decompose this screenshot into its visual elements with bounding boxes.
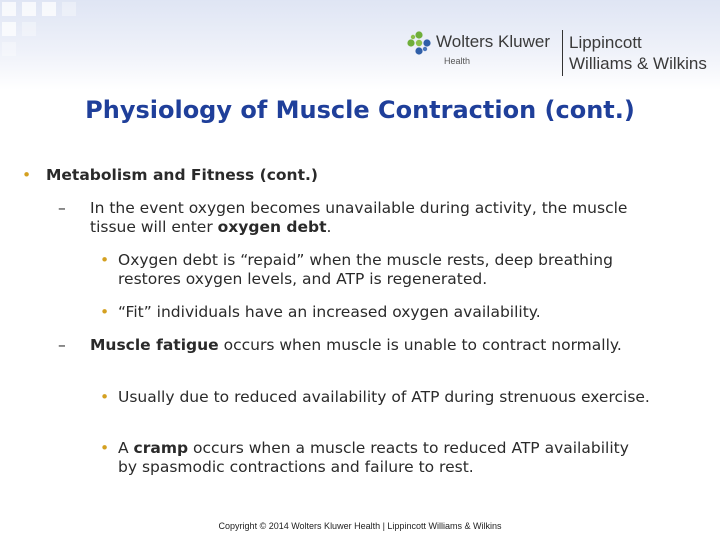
logo-publisher-line2: Williams & Wilkins [569, 54, 707, 73]
list-item-oxygen-debt [90, 199, 670, 237]
list-item-muscle-fatigue [90, 336, 635, 355]
bullet-dot-icon: • [100, 388, 110, 406]
item1-text: In the event oxygen becomes unavailable during activity, the muscle tissue will enter [90, 199, 628, 236]
bullet-dot-icon: • [100, 439, 110, 457]
sub2b-pre: A [118, 439, 134, 457]
sub-item-cramp [118, 439, 648, 477]
slide-title: Physiology of Muscle Contraction (cont.) [85, 96, 635, 124]
muscle-fatigue-term: Muscle fatigue [90, 336, 219, 354]
sub-item-reduced-atp: Usually due to reduced availability of ATP during strenuous exercise. [118, 388, 650, 406]
item1-end: . [326, 218, 332, 236]
cramp-term: cramp [133, 439, 189, 457]
dash-icon: – [58, 199, 66, 217]
sub-item-oxygen-repaid: Oxygen debt is “repaid” when the muscle rests, deep breathing restores oxygen levels, and ATP is regenerated. [118, 251, 613, 288]
oxygen-debt-term: oxygen debt [217, 218, 327, 236]
item2-text: occurs when muscle is unable to contract normally. [218, 336, 622, 354]
logo-division: Health [444, 56, 471, 66]
dash-icon: – [58, 336, 66, 354]
sub2b-text: occurs when a muscle reacts to reduced ATP availability by spasmodic contractions and failure to rest. [118, 439, 629, 476]
logo-company-name: Wolters Kluwer [436, 32, 550, 51]
bullet-dot-icon: • [22, 166, 32, 184]
level1-bullet: Metabolism and Fitness (cont.) [46, 166, 318, 184]
logo-publisher-line1: Lippincott [569, 33, 642, 52]
copyright-footer: Copyright © 2014 Wolters Kluwer Health | Lippincott Williams & Wilkins [218, 521, 502, 531]
bullet-dot-icon: • [100, 251, 110, 269]
bullet-dot-icon: • [100, 303, 110, 321]
sub-item-fit-individuals: “Fit” individuals have an increased oxygen availability. [118, 303, 541, 321]
